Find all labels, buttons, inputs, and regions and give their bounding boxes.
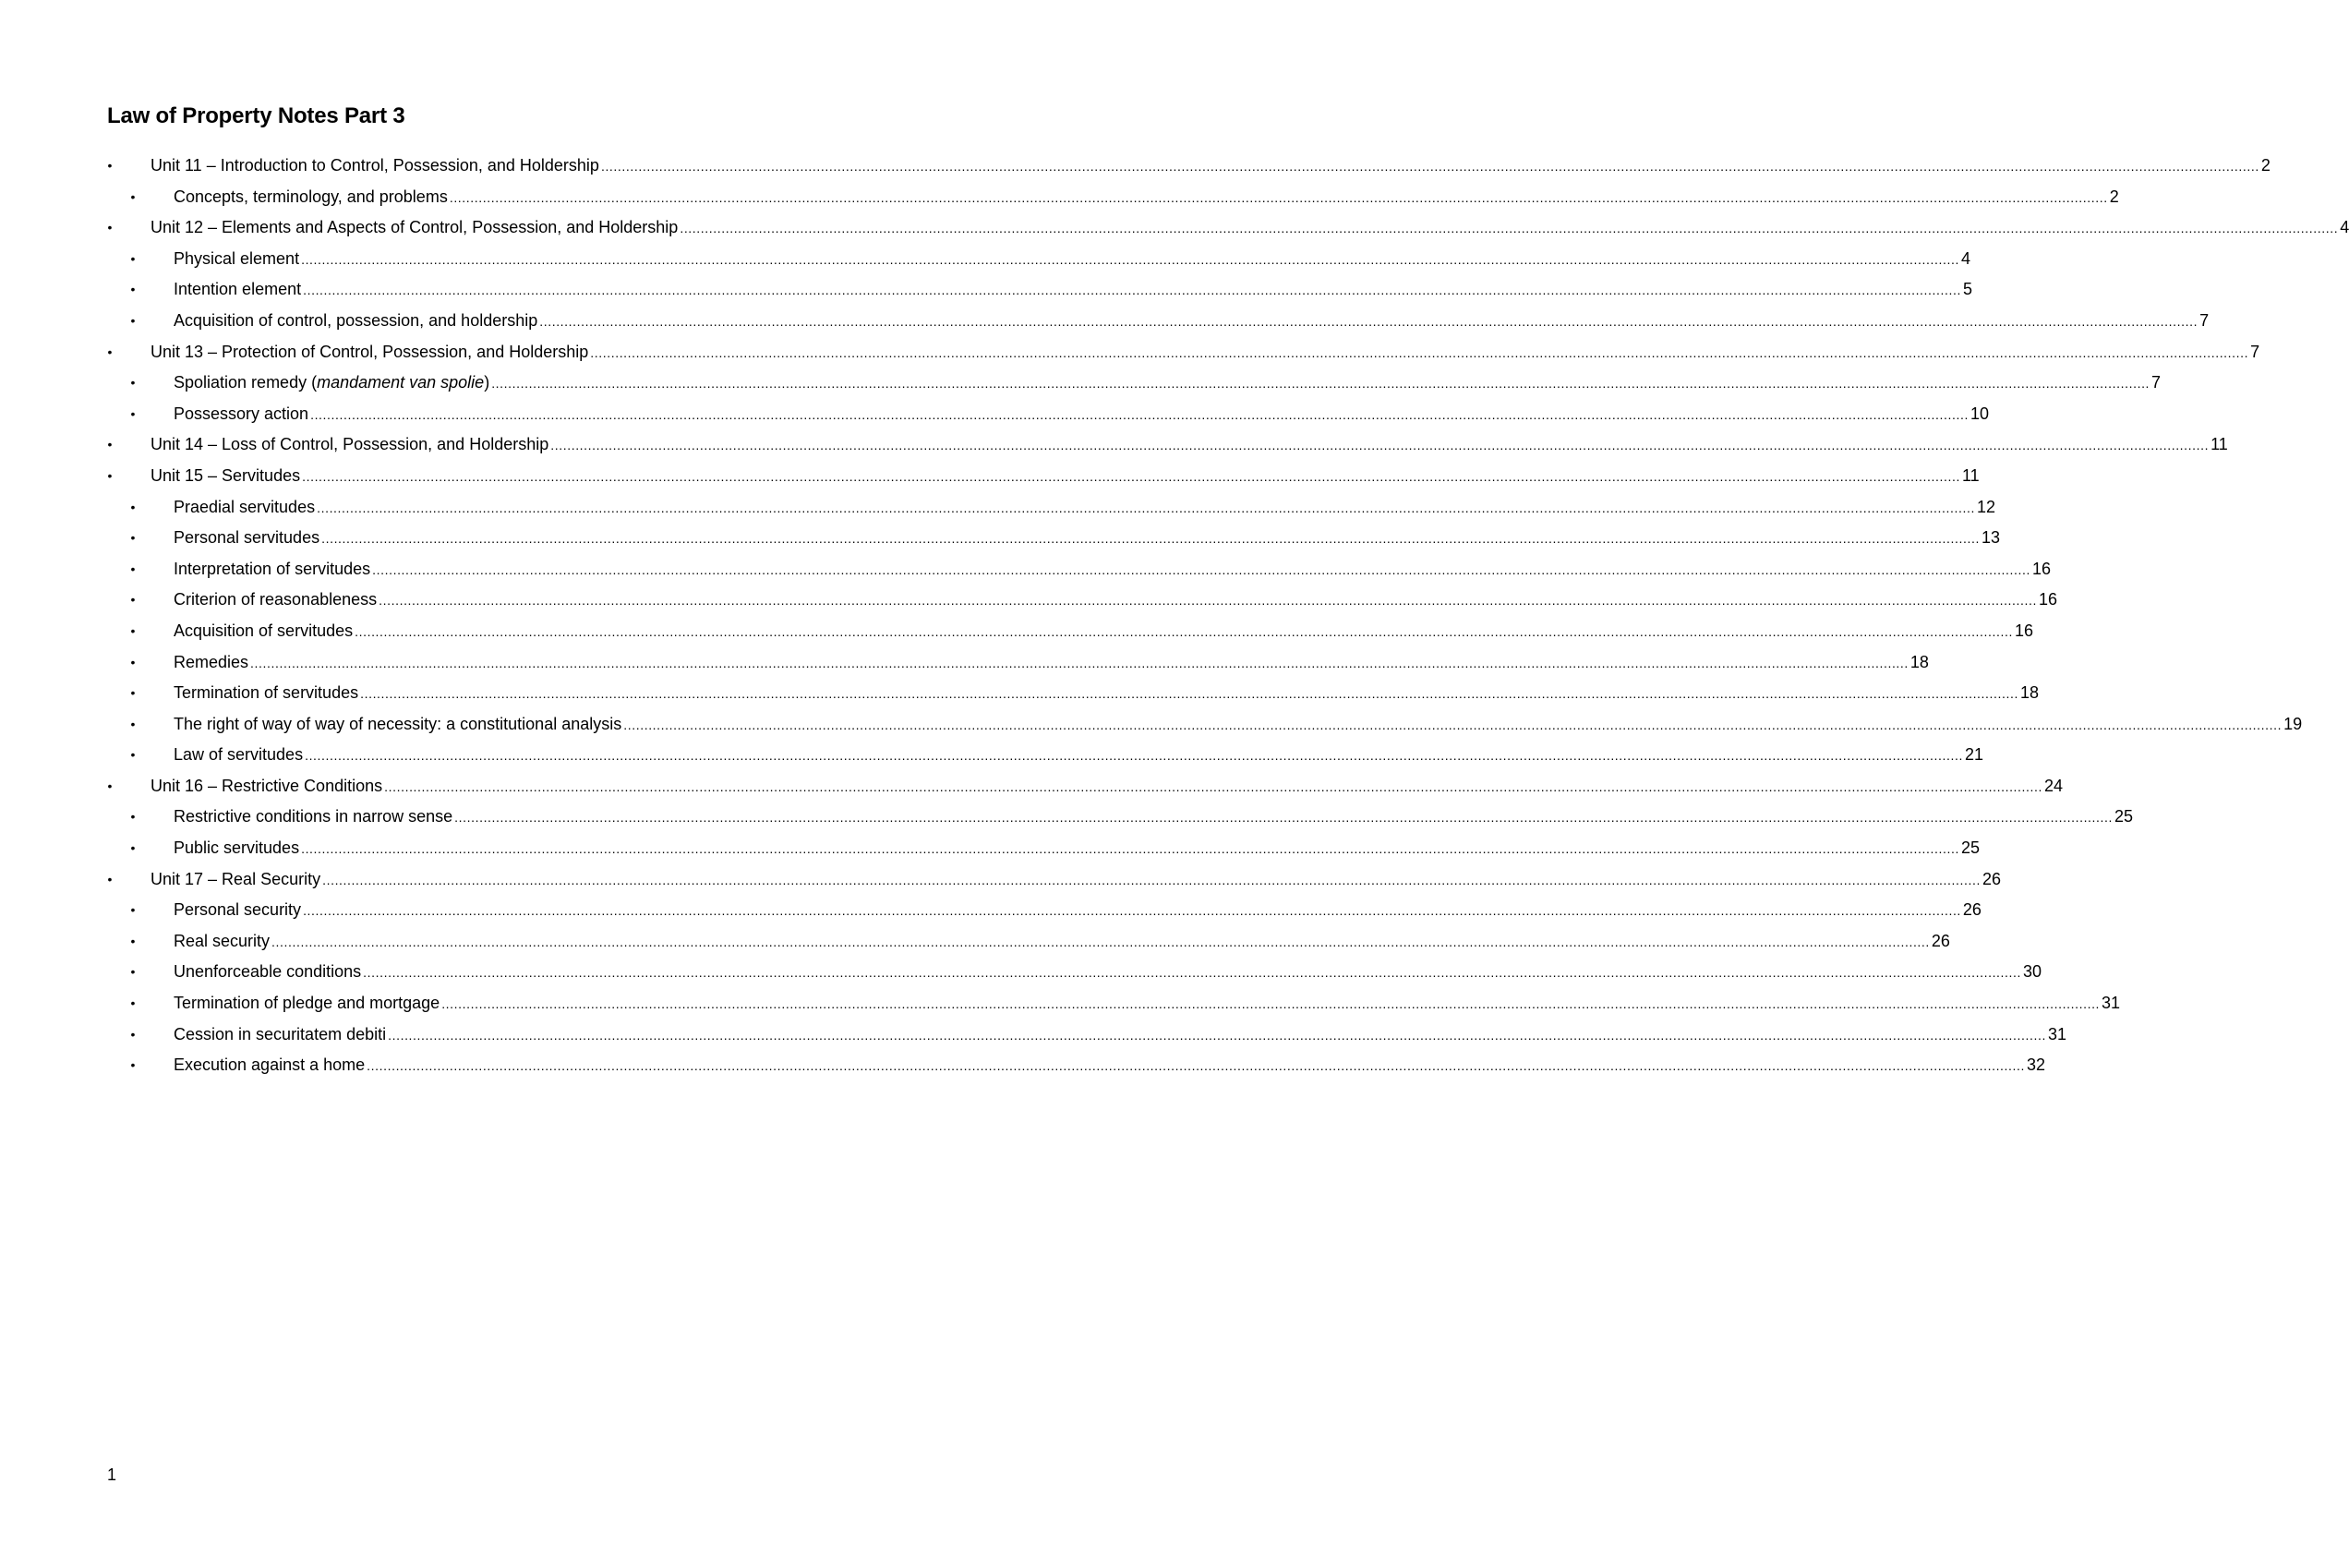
toc-entry-label: Physical element (174, 248, 300, 268)
bullet-icon: • (130, 902, 136, 918)
toc-entry-line (174, 368, 2162, 400)
dot-leader: ................................................................................................................................................................................................................................................................................................................................................................................................................ (355, 623, 2013, 639)
dot-leader: ................................................................................................................................................................................................................................................................................................................................................................................................................ (623, 717, 2283, 732)
toc-entry-line (174, 833, 1980, 865)
toc-entry-label: Execution against a home (174, 1055, 366, 1075)
toc-subentry[interactable] (0, 554, 2052, 585)
toc-page-ref: 13 (1981, 528, 2000, 548)
bullet-icon: • (130, 809, 136, 825)
toc-subentry[interactable] (0, 1050, 2046, 1081)
toc-page-ref: 16 (2014, 621, 2033, 640)
toc-entry-label: Unit 15 – Servitudes (151, 465, 301, 485)
toc-subentry[interactable] (0, 740, 1983, 771)
bullet-icon: • (130, 499, 136, 514)
toc-page-ref: 30 (2023, 962, 2042, 982)
toc-entry-label: Unit 12 – Elements and Aspects of Control, Possession, and Holdership (151, 218, 679, 237)
toc-page-ref: 7 (2250, 342, 2260, 361)
dot-leader: ................................................................................................................................................................................................................................................................................................................................................................................................................ (303, 903, 1961, 919)
toc-entry-label: The right of way of way of necessity: a constitutional analysis (174, 714, 622, 733)
toc-unit-entry[interactable] (0, 429, 2228, 461)
bullet-icon: • (130, 933, 136, 948)
toc-entry-label: Law of servitudes (174, 745, 304, 765)
dot-leader: ................................................................................................................................................................................................................................................................................................................................................................................................................ (250, 655, 1909, 670)
bullet-icon: • (130, 188, 136, 204)
toc-entry-label (174, 368, 489, 399)
dot-leader: ................................................................................................................................................................................................................................................................................................................................................................................................................ (539, 313, 2198, 329)
page-title: Law of Property Notes Part 3 (107, 103, 405, 128)
toc-page-ref: 2 (2109, 187, 2119, 206)
toc-entry-label-italic: mandament van spolie (317, 373, 485, 392)
toc-page-ref: 12 (1976, 497, 1995, 516)
toc-entry-label: Public servitudes (174, 838, 300, 858)
toc-entry-line (174, 1019, 2066, 1052)
dot-leader: ................................................................................................................................................................................................................................................................................................................................................................................................................ (449, 189, 2108, 205)
toc-subentry[interactable] (0, 492, 1995, 524)
dot-leader: ................................................................................................................................................................................................................................................................................................................................................................................................................ (321, 531, 1980, 547)
dot-leader: ................................................................................................................................................................................................................................................................................................................................................................................................................ (301, 841, 1959, 857)
toc-subentry[interactable] (0, 926, 1950, 958)
bullet-icon: • (130, 685, 136, 701)
toc-entry-line (174, 957, 2042, 989)
toc-unit-entry[interactable] (0, 864, 2001, 896)
toc-entry-line (174, 306, 2210, 338)
table-of-contents (0, 151, 2349, 1081)
toc-subentry[interactable] (0, 678, 2039, 709)
toc-subentry[interactable] (0, 957, 2042, 988)
toc-entry-label: Unit 11 – Introduction to Control, Possession, and Holdership (151, 156, 599, 175)
bullet-icon: • (130, 1026, 136, 1042)
toc-entry-label: Termination of servitudes (174, 683, 359, 703)
toc-page-ref: 19 (2283, 714, 2303, 733)
dot-leader: ................................................................................................................................................................................................................................................................................................................................................................................................................ (600, 159, 2259, 174)
toc-entry-line (151, 151, 2271, 183)
dot-leader: ................................................................................................................................................................................................................................................................................................................................................................................................................ (305, 748, 1963, 764)
toc-subentry[interactable] (0, 647, 1929, 679)
bullet-icon: • (130, 747, 136, 763)
dot-leader: ................................................................................................................................................................................................................................................................................................................................................................................................................ (454, 810, 2113, 826)
toc-entry-label: Unenforceable conditions (174, 962, 362, 982)
toc-entry-line (174, 274, 1972, 307)
toc-entry-label: Restrictive conditions in narrow sense (174, 807, 453, 826)
toc-entry-label: Possessory action (174, 404, 309, 423)
toc-entry-label: Remedies (174, 652, 249, 671)
bullet-icon: • (107, 467, 113, 483)
toc-entry-line (151, 864, 2001, 897)
toc-subentry[interactable] (0, 709, 2303, 741)
dot-leader: ................................................................................................................................................................................................................................................................................................................................................................................................................ (388, 1027, 2046, 1043)
toc-entry-line (174, 647, 1929, 680)
toc-subentry[interactable] (0, 988, 2121, 1019)
toc-entry-line (174, 988, 2121, 1020)
toc-entry-label-part: Spoliation remedy ( (174, 373, 318, 392)
bullet-icon: • (130, 250, 136, 266)
toc-entry-line (151, 337, 2260, 369)
toc-page-ref: 26 (1931, 931, 1950, 950)
toc-subentry[interactable] (0, 306, 2210, 337)
dot-leader: ................................................................................................................................................................................................................................................................................................................................................................................................................ (301, 251, 1959, 267)
toc-entry-label: Interpretation of servitudes (174, 559, 371, 578)
toc-page-ref: 18 (1909, 652, 1929, 671)
bullet-icon: • (107, 344, 113, 359)
toc-page-ref: 4 (1960, 248, 1970, 268)
dot-leader: ................................................................................................................................................................................................................................................................................................................................................................................................................ (590, 344, 2249, 360)
toc-entry-line (174, 895, 1982, 927)
bullet-icon: • (130, 840, 136, 856)
toc-entry-label: Praedial servitudes (174, 497, 316, 516)
toc-entry-label: Personal security (174, 900, 302, 920)
dot-leader: ................................................................................................................................................................................................................................................................................................................................................................................................................ (360, 686, 2018, 702)
toc-entry-label: Unit 17 – Real Security (151, 869, 321, 888)
toc-entry-line (174, 616, 2033, 648)
toc-page-ref: 7 (2199, 310, 2210, 330)
toc-entry-label: Personal servitudes (174, 528, 320, 548)
toc-entry-line (174, 523, 2000, 555)
toc-entry-label: Criterion of reasonableness (174, 590, 378, 609)
bullet-icon: • (130, 716, 136, 731)
toc-unit-entry[interactable] (0, 771, 2064, 802)
toc-unit-entry[interactable] (0, 151, 2271, 182)
dot-leader: ................................................................................................................................................................................................................................................................................................................................................................................................................ (372, 561, 2030, 577)
toc-subentry[interactable] (0, 802, 2134, 833)
dot-leader: ................................................................................................................................................................................................................................................................................................................................................................................................................ (317, 500, 1975, 515)
toc-page-ref: 16 (2031, 559, 2052, 578)
dot-leader: ................................................................................................................................................................................................................................................................................................................................................................................................................ (363, 965, 2021, 981)
toc-entry-label: Unit 14 – Loss of Control, Possession, and Holdership (151, 435, 549, 454)
toc-subentry[interactable] (0, 182, 2119, 213)
bullet-icon: • (130, 1057, 136, 1073)
bullet-icon: • (130, 654, 136, 669)
toc-entry-line (174, 926, 1950, 959)
toc-entry-line (151, 771, 2064, 803)
bullet-icon: • (107, 437, 113, 452)
page-number: 1 (107, 1465, 117, 1484)
toc-page-ref: 21 (1964, 745, 1983, 765)
dot-leader: ................................................................................................................................................................................................................................................................................................................................................................................................................ (367, 1058, 2025, 1074)
toc-page-ref: 16 (2038, 590, 2058, 609)
dot-leader: ................................................................................................................................................................................................................................................................................................................................................................................................................ (271, 934, 1930, 949)
bullet-icon: • (107, 158, 113, 173)
toc-page-ref: 10 (1970, 404, 1989, 423)
dot-leader: ................................................................................................................................................................................................................................................................................................................................................................................................................ (322, 872, 1981, 887)
toc-entry-label: Termination of pledge and mortgage (174, 994, 440, 1013)
toc-entry-label: Acquisition of control, possession, and holdership (174, 310, 538, 330)
toc-page-ref: 32 (2027, 1055, 2046, 1075)
toc-entry-line (174, 585, 2058, 617)
toc-page-ref: 5 (1962, 280, 1972, 299)
bullet-icon: • (130, 405, 136, 421)
bullet-icon: • (107, 778, 113, 793)
toc-page-ref: 31 (2102, 994, 2121, 1013)
toc-entry-line (174, 678, 2039, 710)
toc-entry-line (151, 461, 1980, 493)
toc-page-ref: 18 (2019, 683, 2039, 703)
toc-entry-line (174, 244, 1970, 276)
dot-leader: ................................................................................................................................................................................................................................................................................................................................................................................................................ (303, 283, 1961, 298)
bullet-icon: • (130, 282, 136, 297)
bullet-icon: • (130, 592, 136, 608)
toc-entry-label: Real security (174, 931, 271, 950)
toc-entry-label: Cession in securitatem debiti (174, 1024, 387, 1043)
dot-leader: ................................................................................................................................................................................................................................................................................................................................................................................................................ (550, 438, 2210, 453)
dot-leader: ................................................................................................................................................................................................................................................................................................................................................................................................................ (384, 778, 2042, 794)
toc-subentry[interactable] (0, 616, 2033, 647)
toc-unit-entry[interactable] (0, 337, 2260, 368)
toc-subentry[interactable] (0, 1019, 2066, 1051)
toc-page-ref: 26 (1982, 869, 2001, 888)
toc-entry-line (174, 1050, 2046, 1082)
toc-page-ref: 25 (1960, 838, 1980, 858)
toc-page-ref: 11 (2210, 435, 2228, 454)
toc-page-ref: 7 (2151, 373, 2162, 392)
toc-entry-label: Unit 16 – Restrictive Conditions (151, 776, 383, 795)
toc-entry-label-part: ) (484, 373, 490, 392)
toc-subentry[interactable] (0, 274, 1972, 306)
dot-leader: ................................................................................................................................................................................................................................................................................................................................................................................................................ (491, 376, 2150, 392)
toc-entry-line (174, 802, 2134, 834)
toc-subentry[interactable] (0, 585, 2058, 616)
dot-leader: ................................................................................................................................................................................................................................................................................................................................................................................................................ (310, 406, 1969, 422)
toc-entry-label: Unit 13 – Protection of Control, Possession, and Holdership (151, 342, 589, 361)
toc-page-ref: 11 (1961, 465, 1980, 485)
toc-subentry[interactable] (0, 244, 1970, 275)
toc-entry-line (174, 492, 1995, 525)
toc-page-ref: 4 (2340, 218, 2349, 237)
toc-entry-line (174, 709, 2303, 742)
dot-leader: ................................................................................................................................................................................................................................................................................................................................................................................................................ (302, 468, 1960, 484)
toc-unit-entry[interactable] (0, 212, 2349, 244)
toc-subentry[interactable] (0, 368, 2162, 399)
toc-entry-label: Intention element (174, 280, 302, 299)
toc-subentry[interactable] (0, 523, 2000, 554)
bullet-icon: • (107, 220, 113, 235)
toc-entry-line (174, 554, 2052, 586)
bullet-icon: • (130, 530, 136, 546)
bullet-icon: • (130, 312, 136, 328)
bullet-icon: • (130, 375, 136, 391)
toc-entry-line (174, 740, 1983, 772)
toc-page-ref: 2 (2260, 156, 2271, 175)
toc-subentry[interactable] (0, 895, 1982, 926)
bullet-icon: • (130, 995, 136, 1011)
toc-page-ref: 26 (1962, 900, 1982, 920)
toc-entry-line (151, 212, 2349, 245)
toc-entry-line (174, 182, 2119, 214)
toc-page-ref: 25 (2114, 807, 2134, 826)
bullet-icon: • (130, 561, 136, 576)
toc-entry-line (151, 429, 2228, 462)
toc-page-ref: 24 (2043, 776, 2064, 795)
dot-leader: ................................................................................................................................................................................................................................................................................................................................................................................................................ (680, 221, 2339, 236)
toc-subentry[interactable] (0, 399, 1989, 430)
bullet-icon: • (130, 964, 136, 980)
dot-leader: ................................................................................................................................................................................................................................................................................................................................................................................................................ (379, 593, 2037, 609)
toc-entry-label: Concepts, terminology, and problems (174, 187, 448, 206)
toc-entry-line (174, 399, 1989, 431)
toc-unit-entry[interactable] (0, 461, 1980, 492)
dot-leader: ................................................................................................................................................................................................................................................................................................................................................................................................................ (441, 996, 2101, 1012)
bullet-icon: • (130, 622, 136, 638)
toc-entry-label: Acquisition of servitudes (174, 621, 354, 640)
toc-subentry[interactable] (0, 833, 1980, 864)
toc-page-ref: 31 (2047, 1024, 2066, 1043)
bullet-icon: • (107, 871, 113, 887)
